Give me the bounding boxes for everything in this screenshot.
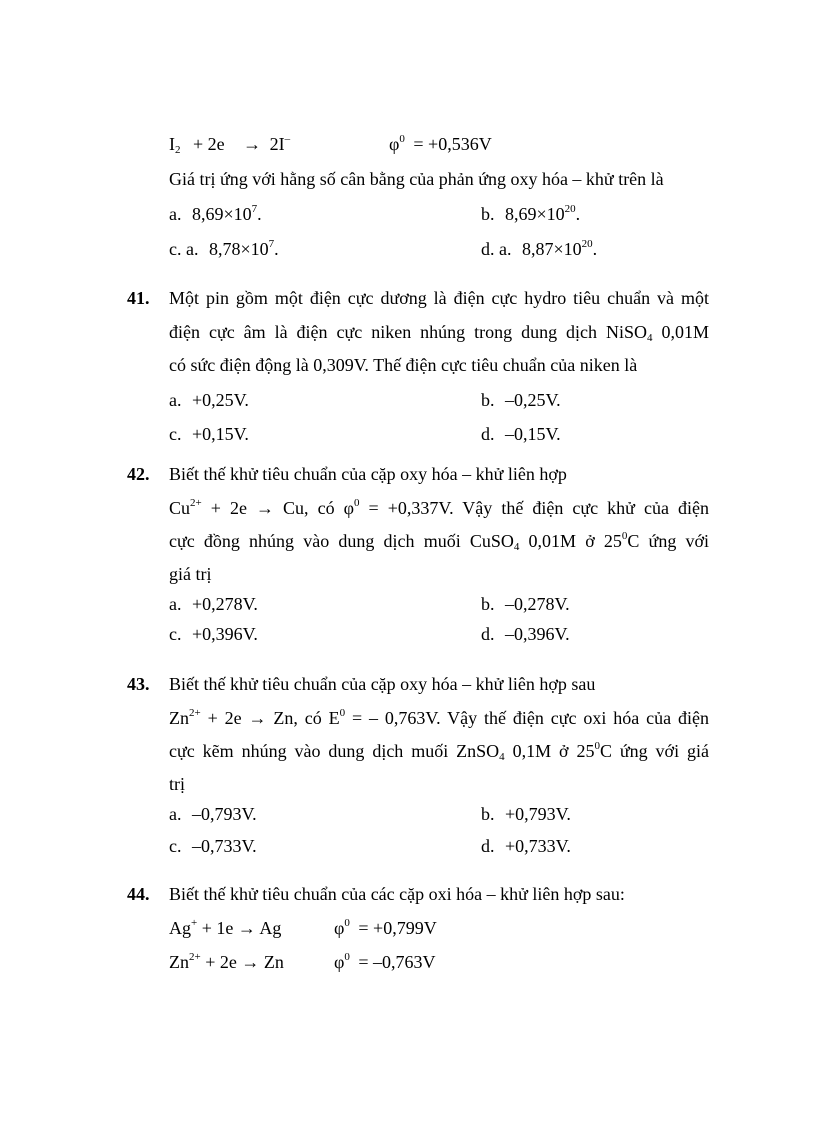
text-run: 0,1M ở 25 bbox=[504, 741, 595, 761]
text-run: Cu bbox=[169, 498, 191, 518]
option-value: –0,733V. bbox=[192, 836, 257, 856]
phi-superscript: 0 bbox=[399, 133, 405, 145]
option-label: a. bbox=[169, 804, 182, 824]
text-run: = – 0,763V. Vậy thế điện cực oxi hóa của điện bbox=[345, 708, 710, 728]
equation-i2 bbox=[169, 133, 290, 155]
option-label: b. bbox=[481, 390, 495, 410]
option-value: +0,396V. bbox=[192, 624, 258, 644]
option-label: a. bbox=[169, 204, 182, 224]
text-run: = +0,337V. Vậy thế điện cực khử của điện bbox=[359, 498, 709, 518]
text-run: Zn bbox=[169, 952, 189, 972]
option-tail: . bbox=[257, 204, 262, 224]
option-d[interactable] bbox=[481, 623, 570, 645]
superscript: 2+ bbox=[190, 497, 202, 509]
question-number: 43. bbox=[127, 674, 150, 694]
question-text-line: giá trị bbox=[169, 564, 212, 584]
question-text-line bbox=[169, 321, 709, 343]
text-run: C ứng với bbox=[627, 531, 709, 551]
equation-ag bbox=[169, 917, 281, 939]
potential-value: = –0,763V bbox=[353, 952, 436, 972]
text-run: + 1e → Ag bbox=[197, 918, 282, 938]
superscript: 0 bbox=[354, 497, 360, 509]
option-label: c. a. bbox=[169, 239, 199, 259]
potential-value: = +0,799V bbox=[353, 918, 437, 938]
text-run: cực đồng nhúng vào dung dịch muối CuSO bbox=[169, 531, 514, 551]
text-run: + 2e → Zn bbox=[200, 952, 284, 972]
superscript: 0 bbox=[339, 707, 346, 719]
equation-reactant: + 2e bbox=[193, 134, 225, 154]
subscript: 4 bbox=[647, 332, 653, 344]
potential-value: = +0,536V bbox=[413, 134, 492, 154]
option-c[interactable] bbox=[169, 623, 258, 645]
superscript: 0 bbox=[621, 530, 628, 542]
option-b[interactable] bbox=[481, 203, 580, 225]
phi-symbol: φ bbox=[334, 918, 345, 938]
text-run: Zn bbox=[169, 708, 189, 728]
option-value: +0,733V. bbox=[505, 836, 571, 856]
option-d[interactable] bbox=[481, 835, 571, 857]
question-number: 42. bbox=[127, 464, 150, 484]
question-text-line: Biết thế khử tiêu chuẩn của cặp oxy hóa – khử liên hợp bbox=[169, 464, 567, 484]
text-run: 0,01M ở 25 bbox=[519, 531, 622, 551]
equation-ag-potential bbox=[334, 917, 437, 939]
question-text-line: có sức điện động là 0,309V. Thế điện cực tiêu chuẩn của niken là bbox=[169, 355, 638, 375]
option-label: b. bbox=[481, 594, 495, 614]
text-run: 0,01M bbox=[652, 322, 709, 342]
option-value: +0,25V. bbox=[192, 390, 249, 410]
option-exponent: 20 bbox=[581, 238, 593, 250]
equation-zn-potential bbox=[334, 951, 436, 973]
option-a[interactable] bbox=[169, 389, 249, 411]
option-value: +0,793V. bbox=[505, 804, 571, 824]
option-c[interactable] bbox=[169, 835, 257, 857]
question-stem: Giá trị ứng với hằng số cân bằng của phản ứng oxy hóa – khử trên là bbox=[169, 169, 664, 189]
option-label: b. bbox=[481, 204, 495, 224]
option-label: d. bbox=[481, 424, 495, 444]
option-label: c. bbox=[169, 624, 182, 644]
question-text-line bbox=[169, 707, 709, 729]
subscript: 4 bbox=[499, 751, 505, 763]
equation-zn bbox=[169, 951, 284, 973]
option-b[interactable] bbox=[481, 803, 571, 825]
option-label: d. bbox=[481, 836, 495, 856]
text-run: điện cực âm là điện cực niken nhúng trong dung dịch NiSO bbox=[169, 322, 648, 342]
option-value: 8,69×10 bbox=[192, 204, 252, 224]
equation-species: I bbox=[169, 134, 175, 154]
superscript: 0 bbox=[594, 740, 600, 752]
equation-subscript: 2 bbox=[175, 144, 181, 156]
option-label: c. bbox=[169, 424, 182, 444]
superscript: 2+ bbox=[189, 951, 201, 963]
option-tail: . bbox=[592, 239, 598, 259]
option-label: d. bbox=[481, 624, 495, 644]
equation-product: 2I bbox=[269, 134, 285, 154]
text-run: C ứng với giá bbox=[599, 741, 709, 761]
option-tail: . bbox=[274, 239, 279, 259]
option-value: +0,15V. bbox=[192, 424, 249, 444]
option-a[interactable] bbox=[169, 203, 262, 225]
option-label: a. bbox=[169, 390, 182, 410]
phi-symbol: φ bbox=[389, 134, 400, 154]
option-label: d. a. bbox=[481, 239, 512, 259]
option-label: b. bbox=[481, 804, 495, 824]
option-c[interactable] bbox=[169, 238, 279, 260]
question-text-line bbox=[169, 497, 709, 519]
option-value: –0,15V. bbox=[505, 424, 561, 444]
question-number: 44. bbox=[127, 884, 150, 904]
question-text-line: Một pin gồm một điện cực dương là điện cực hydro tiêu chuẩn và một bbox=[169, 288, 709, 308]
phi-superscript: 0 bbox=[344, 951, 350, 963]
option-tail: . bbox=[575, 204, 581, 224]
option-value: 8,69×10 bbox=[505, 204, 565, 224]
option-a[interactable] bbox=[169, 803, 257, 825]
superscript: 2+ bbox=[189, 707, 201, 719]
phi-symbol: φ bbox=[334, 952, 345, 972]
superscript: + bbox=[191, 917, 198, 929]
option-value: –0,25V. bbox=[505, 390, 561, 410]
phi-superscript: 0 bbox=[344, 917, 350, 929]
option-c[interactable] bbox=[169, 423, 249, 445]
option-a[interactable] bbox=[169, 593, 258, 615]
option-value: 8,87×10 bbox=[522, 239, 582, 259]
subscript: 4 bbox=[513, 541, 520, 553]
option-value: –0,396V. bbox=[505, 624, 570, 644]
option-exponent: 7 bbox=[268, 238, 275, 250]
text-run: + 2e → Zn, có E bbox=[200, 708, 340, 728]
equation-charge: – bbox=[284, 133, 291, 145]
question-text-line: trị bbox=[169, 774, 185, 794]
text-run: Ag bbox=[169, 918, 191, 938]
option-d[interactable] bbox=[481, 238, 597, 260]
option-value: –0,278V. bbox=[505, 594, 570, 614]
question-text-line: Biết thế khử tiêu chuẩn của cặp oxy hóa – khử liên hợp sau bbox=[169, 674, 596, 694]
option-b[interactable] bbox=[481, 389, 561, 411]
option-d[interactable] bbox=[481, 423, 561, 445]
question-text-line bbox=[169, 530, 709, 552]
question-number: 41. bbox=[127, 288, 150, 308]
question-text-line: Biết thế khử tiêu chuẩn của các cặp oxi hóa – khử liên hợp sau: bbox=[169, 884, 625, 904]
option-b[interactable] bbox=[481, 593, 570, 615]
option-label: a. bbox=[169, 594, 182, 614]
option-label: c. bbox=[169, 836, 182, 856]
equation-i2-potential bbox=[389, 133, 492, 155]
option-value: –0,793V. bbox=[192, 804, 257, 824]
option-exponent: 7 bbox=[251, 203, 258, 215]
option-value: 8,78×10 bbox=[208, 239, 269, 259]
option-value: +0,278V. bbox=[192, 594, 258, 614]
text-run: + 2e → Cu, có φ bbox=[201, 498, 355, 518]
arrow-icon: → bbox=[243, 134, 262, 154]
option-exponent: 20 bbox=[564, 203, 576, 215]
question-text-line bbox=[169, 740, 709, 762]
text-run: cực kẽm nhúng vào dung dịch muối ZnSO bbox=[169, 741, 500, 761]
